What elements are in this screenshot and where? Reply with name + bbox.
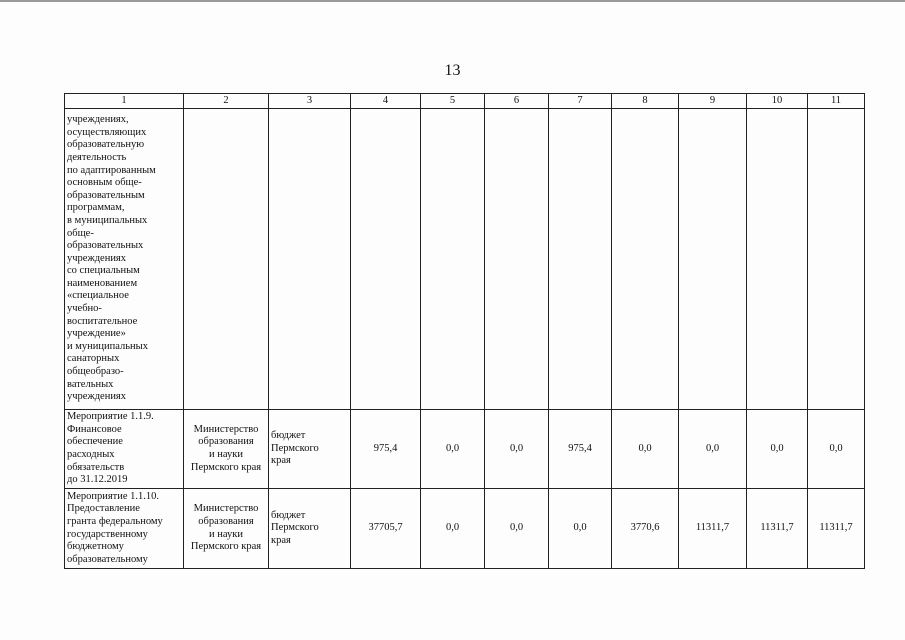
row-executor: Министерство образования и науки Пермского края [184, 410, 269, 489]
column-number: 6 [485, 94, 549, 109]
column-number: 1 [65, 94, 184, 109]
row-value: 0,0 [421, 410, 485, 489]
row-funding-source: бюджет Пермского края [269, 410, 351, 489]
row-value: 0,0 [808, 410, 865, 489]
column-number: 5 [421, 94, 485, 109]
column-number: 3 [269, 94, 351, 109]
row-value: 0,0 [612, 410, 679, 489]
row-value: 975,4 [549, 410, 612, 489]
row-value [679, 109, 747, 410]
row-executor: Министерство образования и науки Пермского края [184, 489, 269, 569]
row-value: 0,0 [679, 410, 747, 489]
column-number: 11 [808, 94, 865, 109]
column-number: 2 [184, 94, 269, 109]
row-value: 11311,7 [679, 489, 747, 569]
row-value: 37705,7 [351, 489, 421, 569]
row-value [549, 109, 612, 410]
table-row [65, 109, 865, 410]
column-numbers-row [65, 94, 865, 109]
row-value [351, 109, 421, 410]
row-value: 0,0 [549, 489, 612, 569]
row-executor [184, 109, 269, 410]
program-table [64, 93, 865, 569]
table-row [65, 489, 865, 569]
row-funding-source [269, 109, 351, 410]
row-value: 11311,7 [747, 489, 808, 569]
scan-edge [0, 0, 905, 2]
row-value [808, 109, 865, 410]
row-funding-source: бюджет Пермского края [269, 489, 351, 569]
row-description: Мероприятие 1.1.10. Предоставление гранта федеральному государственному бюджетному образовательному [65, 489, 184, 569]
column-number: 7 [549, 94, 612, 109]
row-value [485, 109, 549, 410]
row-value: 11311,7 [808, 489, 865, 569]
page-number: 13 [444, 62, 461, 79]
row-value [747, 109, 808, 410]
row-value: 0,0 [485, 489, 549, 569]
row-value [421, 109, 485, 410]
row-value: 975,4 [351, 410, 421, 489]
table-row [65, 410, 865, 489]
column-number: 9 [679, 94, 747, 109]
row-value [612, 109, 679, 410]
column-number: 4 [351, 94, 421, 109]
row-description: учреждениях, осуществляющих образовательную деятельность по адаптированным основным обще- образовательным программам, в муниципальных обще- образовательных учреждениях со специальным наименованием «специальное учебно- воспитательное учреждение» и муниципальных санаторных общеобразо- вательных учреждениях [65, 109, 184, 410]
row-value: 0,0 [747, 410, 808, 489]
row-value: 0,0 [421, 489, 485, 569]
row-value: 3770,6 [612, 489, 679, 569]
column-number: 8 [612, 94, 679, 109]
row-description: Мероприятие 1.1.9. Финансовое обеспечение расходных обязательств до 31.12.2019 [65, 410, 184, 489]
row-value: 0,0 [485, 410, 549, 489]
column-number: 10 [747, 94, 808, 109]
